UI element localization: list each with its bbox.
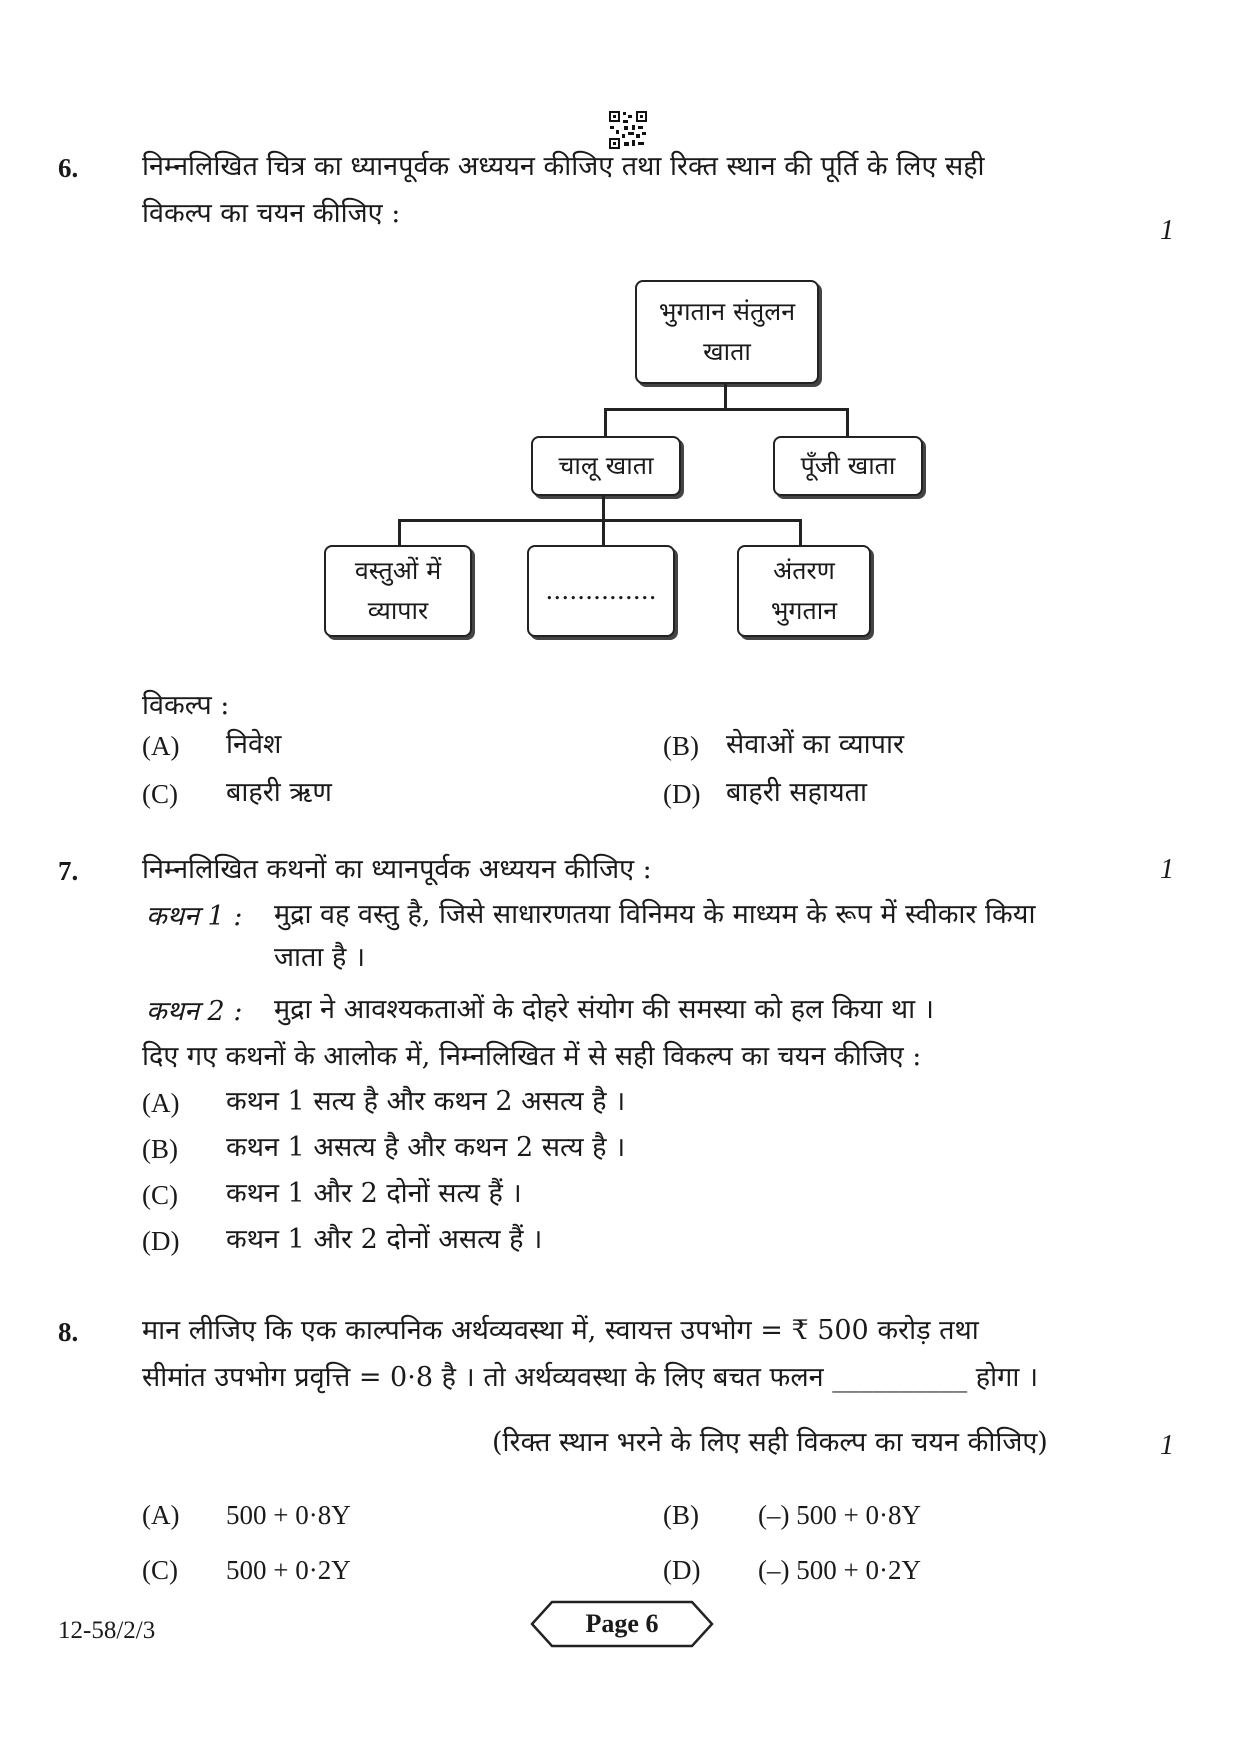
q6-option-a-text: निवेश xyxy=(226,729,282,760)
q7-option-d-text: कथन 1 और 2 दोनों असत्य हैं । xyxy=(226,1224,543,1255)
diagram-blank-label: .............. xyxy=(545,576,657,605)
diagram-current-account-box xyxy=(531,436,681,496)
q7-option-a-label: (A) xyxy=(142,1088,180,1118)
q6-option-b-text: सेवाओं का व्यापार xyxy=(726,729,905,760)
diagram-goods-trade-box xyxy=(324,545,472,637)
q8-option-b-text: (–) 500 + 0·8Y xyxy=(758,1500,921,1530)
q6-option-b-label: (B) xyxy=(663,731,699,761)
connector xyxy=(398,519,801,522)
question-8-line2: सीमांत उपभोग प्रवृत्ति = 0·8 है । तो अर्थव्यवस्था के लिए बचत फलन __________ होगा । xyxy=(142,1362,1039,1393)
question-6-text-line2: विकल्प का चयन कीजिए : xyxy=(142,198,401,229)
q6-option-c-label: (C) xyxy=(142,779,178,809)
connector xyxy=(602,519,605,545)
connector xyxy=(846,408,849,436)
question-7-marks: 1 xyxy=(1160,854,1174,885)
q8-option-d-text: (–) 500 + 0·2Y xyxy=(758,1555,921,1585)
question-8-line1: मान लीजिए कि एक काल्पनिक अर्थव्यवस्था में, स्वायत्त उपभोग = ₹ 500 करोड़ तथा xyxy=(142,1315,979,1346)
question-8-number: 8. xyxy=(58,1317,79,1347)
q8-option-a-text: 500 + 0·8Y xyxy=(226,1500,351,1530)
diagram-capital-account-box xyxy=(773,436,923,496)
question-6-text-line1: निम्नलिखित चित्र का ध्यानपूर्वक अध्ययन कीजिए तथा रिक्त स्थान की पूर्ति के लिए सही xyxy=(142,151,985,182)
connector xyxy=(604,408,848,411)
q7-option-a-text: कथन 1 सत्य है और कथन 2 असत्य है । xyxy=(226,1086,626,1117)
diagram-root-box xyxy=(635,280,819,384)
q6-option-a-label: (A) xyxy=(142,731,180,761)
q7-option-b-text: कथन 1 असत्य है और कथन 2 सत्य है । xyxy=(226,1132,626,1163)
question-6-marks: 1 xyxy=(1160,215,1174,246)
diagram-transfer-payments-label: अंतरण भुगतान xyxy=(770,556,838,625)
diagram-transfer-payments-box xyxy=(737,545,871,637)
options-heading: विकल्प : xyxy=(142,690,230,721)
diagram-current-account-label: चालू खाता xyxy=(558,451,654,480)
q6-option-d-text: बाहरी सहायता xyxy=(726,777,867,808)
statement-2-text: मुद्रा ने आवश्यकताओं के दोहरे संयोग की समस्या को हल किया था । xyxy=(274,994,934,1025)
question-7-prompt: दिए गए कथनों के आलोक में, निम्नलिखित में से सही विकल्प का चयन कीजिए : xyxy=(142,1041,922,1072)
q6-option-d-label: (D) xyxy=(663,779,701,809)
connector xyxy=(724,383,727,409)
q8-option-c-text: 500 + 0·2Y xyxy=(226,1555,351,1585)
q8-option-b-label: (B) xyxy=(663,1500,699,1530)
statement-1-line2: जाता है । xyxy=(274,942,366,973)
q8-option-a-label: (A) xyxy=(142,1500,180,1530)
connector xyxy=(799,519,802,545)
page-number: Page 6 xyxy=(585,1609,659,1638)
statement-1-line1: मुद्रा वह वस्तु है, जिसे साधारणतया विनिमय के माध्यम के रूप में स्वीकार किया xyxy=(274,899,1036,930)
diagram-blank-box xyxy=(527,545,675,637)
q7-option-c-label: (C) xyxy=(142,1180,178,1210)
connector xyxy=(602,495,605,520)
statement-2-label: कथन 2 : xyxy=(146,996,243,1027)
statement-1-label: कथन 1 : xyxy=(146,901,243,932)
q7-option-d-label: (D) xyxy=(142,1226,180,1256)
question-8-instruction: (रिक्त स्थान भरने के लिए सही विकल्प का चयन कीजिए) xyxy=(492,1427,1048,1458)
qr-code xyxy=(608,110,648,150)
paper-code: 12-58/2/3 xyxy=(58,1617,156,1644)
q7-option-c-text: कथन 1 और 2 दोनों सत्य हैं । xyxy=(226,1178,522,1209)
q6-option-c-text: बाहरी ऋण xyxy=(226,777,332,808)
question-6-number: 6. xyxy=(58,153,79,183)
connector xyxy=(604,408,607,436)
connector xyxy=(398,519,401,545)
question-8-marks: 1 xyxy=(1160,1430,1174,1461)
q8-option-c-label: (C) xyxy=(142,1555,178,1585)
diagram-capital-account-label: पूँजी खाता xyxy=(800,451,896,480)
question-7-intro: निम्नलिखित कथनों का ध्यानपूर्वक अध्ययन कीजिए : xyxy=(142,854,652,885)
diagram-root-label: भुगतान संतुलन खाता xyxy=(658,297,796,366)
diagram-goods-trade-label: वस्तुओं में व्यापार xyxy=(354,556,442,625)
q8-option-d-label: (D) xyxy=(663,1555,701,1585)
q7-option-b-label: (B) xyxy=(142,1134,178,1164)
question-7-number: 7. xyxy=(58,856,79,886)
